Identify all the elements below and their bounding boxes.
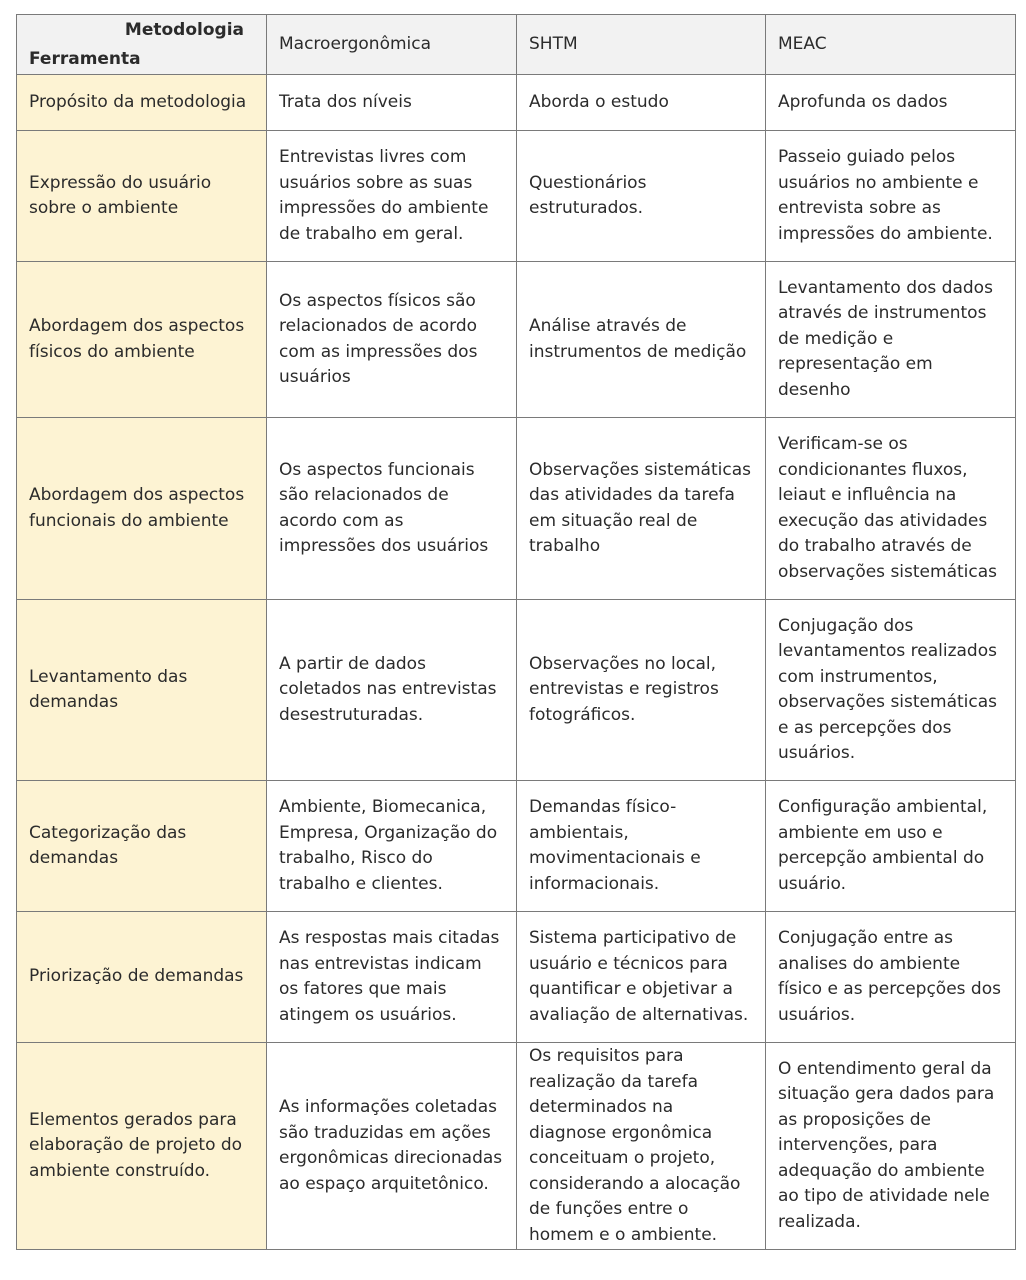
table-row bbox=[17, 781, 1016, 912]
table-cell: Observações no local, entrevistas e registros fotográficos. bbox=[517, 600, 766, 781]
table-cell: Trata dos níveis bbox=[267, 75, 517, 131]
table-cell: O entendimento geral da situação gera dados para as proposições de intervenções, para adequação do ambiente ao tipo de atividade nele realizada. bbox=[766, 1043, 1016, 1250]
table-cell: Aborda o estudo bbox=[517, 75, 766, 131]
table-row bbox=[17, 262, 1016, 418]
table-cell: Questionários estruturados. bbox=[517, 131, 766, 262]
row-header: Expressão do usuário sobre o ambiente bbox=[17, 131, 267, 262]
column-header-meac: MEAC bbox=[766, 15, 1016, 75]
table-row bbox=[17, 75, 1016, 131]
row-header: Categorização das demandas bbox=[17, 781, 267, 912]
table-cell: Entrevistas livres com usuários sobre as suas impressões do ambiente de trabalho em geral. bbox=[267, 131, 517, 262]
table-cell: Os requisitos para realização da tarefa determinados na diagnose ergonômica conceituam o projeto, considerando a alocação de funções entre o homem e o ambiente. bbox=[517, 1043, 766, 1250]
corner-cell bbox=[17, 15, 267, 75]
table-cell: Conjugação dos levantamentos realizados com instrumentos, observações sistemáticas e as percepções dos usuários. bbox=[766, 600, 1016, 781]
row-header: Propósito da metodologia bbox=[17, 75, 267, 131]
table-cell: Observações sistemáticas das atividades da tarefa em situação real de trabalho bbox=[517, 418, 766, 600]
column-header-shtm: SHTM bbox=[517, 15, 766, 75]
table-cell: Verificam-se os condicionantes fluxos, leiaut e influência na execução das atividades do trabalho através de observações sistemáticas bbox=[766, 418, 1016, 600]
table-row bbox=[17, 912, 1016, 1043]
column-header-macroergonomica: Macroergonômica bbox=[267, 15, 517, 75]
table-cell: Os aspectos físicos são relacionados de acordo com as impressões dos usuários bbox=[267, 262, 517, 418]
table-cell: Os aspectos funcionais são relacionados de acordo com as impressões dos usuários bbox=[267, 418, 517, 600]
table-row bbox=[17, 600, 1016, 781]
table-cell: Conjugação entre as analises do ambiente físico e as percepções dos usuários. bbox=[766, 912, 1016, 1043]
corner-label-methodology: Metodologia bbox=[124, 20, 244, 40]
corner-label-tool: Ferramenta bbox=[29, 49, 141, 69]
table-cell: Configuração ambiental, ambiente em uso e percepção ambiental do usuário. bbox=[766, 781, 1016, 912]
row-header: Priorização de demandas bbox=[17, 912, 267, 1043]
table-cell: Sistema participativo de usuário e técnicos para quantificar e objetivar a avaliação de alternativas. bbox=[517, 912, 766, 1043]
table-cell: A partir de dados coletados nas entrevistas desestruturadas. bbox=[267, 600, 517, 781]
comparison-table bbox=[16, 14, 1016, 1250]
table-cell: As informações coletadas são traduzidas em ações ergonômicas direcionadas ao espaço arquitetônico. bbox=[267, 1043, 517, 1250]
table-row bbox=[17, 131, 1016, 262]
table-cell: Demandas físico-ambientais, movimentacionais e informacionais. bbox=[517, 781, 766, 912]
header-row bbox=[17, 15, 1016, 75]
row-header: Elementos gerados para elaboração de projeto do ambiente construído. bbox=[17, 1043, 267, 1250]
row-header: Levantamento das demandas bbox=[17, 600, 267, 781]
table-cell: Levantamento dos dados através de instrumentos de medição e representação em desenho bbox=[766, 262, 1016, 418]
table-cell: Ambiente, Biomecanica, Empresa, Organização do trabalho, Risco do trabalho e clientes. bbox=[267, 781, 517, 912]
table-cell: Aprofunda os dados bbox=[766, 75, 1016, 131]
row-header: Abordagem dos aspectos funcionais do ambiente bbox=[17, 418, 267, 600]
table-cell: Análise através de instrumentos de medição bbox=[517, 262, 766, 418]
row-header: Abordagem dos aspectos físicos do ambiente bbox=[17, 262, 267, 418]
table-cell: Passeio guiado pelos usuários no ambiente e entrevista sobre as impressões do ambiente. bbox=[766, 131, 1016, 262]
table-cell: As respostas mais citadas nas entrevistas indicam os fatores que mais atingem os usuários. bbox=[267, 912, 517, 1043]
table-row bbox=[17, 1043, 1016, 1250]
table-row bbox=[17, 418, 1016, 600]
